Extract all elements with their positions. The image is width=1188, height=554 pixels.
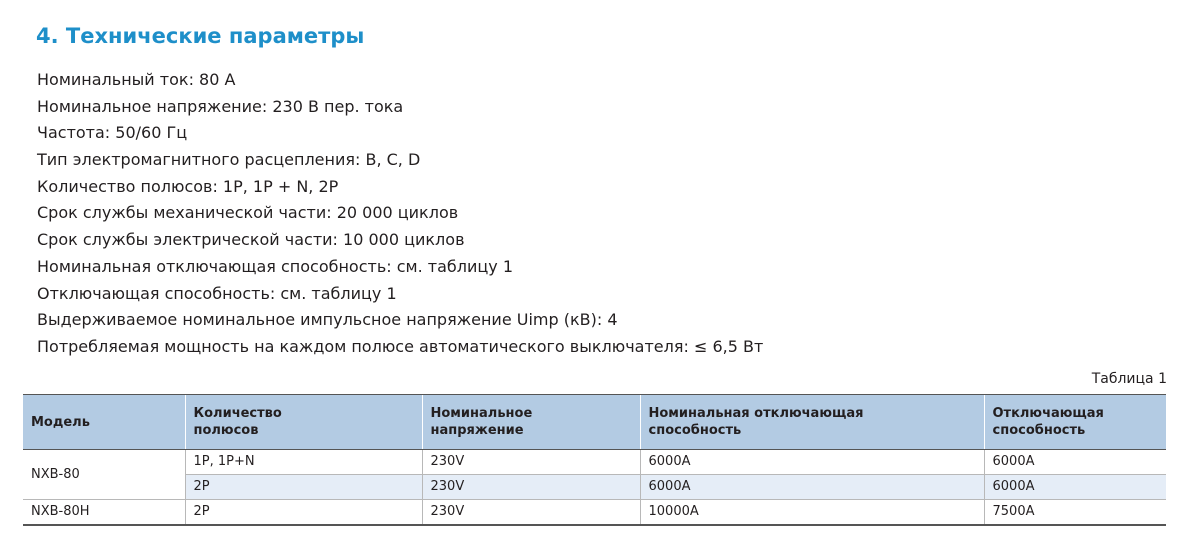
param-poles: Количество полюсов: 1P, 1P + N, 2P	[37, 176, 339, 196]
cell-voltage: 230V	[422, 500, 640, 526]
section-title: 4. Технические параметры	[36, 24, 365, 48]
cell-breaking: 6000A	[984, 450, 1166, 475]
param-power-consumption: Потребляемая мощность на каждом полюсе автоматического выключателя: ≤ 6,5 Вт	[37, 336, 764, 356]
header-breaking	[984, 395, 1166, 450]
header-breaking-label: Отключающая способность	[992, 406, 1104, 438]
header-model-label: Модель	[31, 414, 90, 430]
cell-voltage: 230V	[422, 475, 640, 500]
header-voltage	[422, 395, 640, 450]
param-electrical-life: Срок службы электрической части: 10 000 циклов	[37, 230, 465, 250]
param-rated-current: Номинальный ток: 80 А	[37, 70, 236, 89]
cell-rated-breaking: 10000A	[640, 500, 984, 526]
table-header-row	[23, 395, 1166, 450]
param-breaking-capacity: Отключающая способность: см. таблицу 1	[37, 283, 397, 303]
cell-poles: 1P, 1P+N	[185, 450, 422, 475]
header-poles	[185, 395, 422, 450]
header-poles-label: Количество полюсов	[193, 406, 282, 438]
cell-rated-breaking: 6000A	[640, 475, 984, 500]
cell-breaking: 6000A	[984, 475, 1166, 500]
header-rated-breaking	[640, 395, 984, 450]
param-frequency: Частота: 50/60 Гц	[37, 123, 188, 143]
header-rated-breaking-label: Номинальная отключающая способность	[648, 406, 864, 438]
cell-breaking: 7500A	[984, 500, 1166, 526]
parameter-list	[37, 67, 763, 361]
param-rated-breaking-capacity: Номинальная отключающая способность: см. таблицу 1	[37, 256, 514, 276]
param-rated-voltage: Номинальное напряжение: 230 В пер. тока	[37, 96, 404, 116]
table-row	[23, 500, 1166, 526]
header-voltage-label: Номинальное напряжение	[430, 406, 533, 438]
cell-voltage: 230V	[422, 450, 640, 475]
table-row	[23, 475, 1166, 500]
cell-poles: 2P	[185, 475, 422, 500]
cell-model: NXB-80H	[31, 504, 90, 519]
param-mechanical-life: Срок службы механической части: 20 000 циклов	[37, 203, 459, 223]
spec-table	[23, 394, 1166, 526]
param-trip-type: Тип электромагнитного расцепления: B, C, D	[37, 150, 421, 170]
cell-rated-breaking: 6000A	[640, 450, 984, 475]
cell-model: NXB-80	[23, 450, 185, 500]
cell-poles: 2P	[185, 500, 422, 526]
table-row	[23, 450, 1166, 475]
param-impulse-voltage: Выдерживаемое номинальное импульсное напряжение Uimp (кВ): 4	[37, 310, 618, 330]
table-caption: Таблица 1	[1091, 371, 1167, 387]
header-model	[23, 395, 185, 450]
